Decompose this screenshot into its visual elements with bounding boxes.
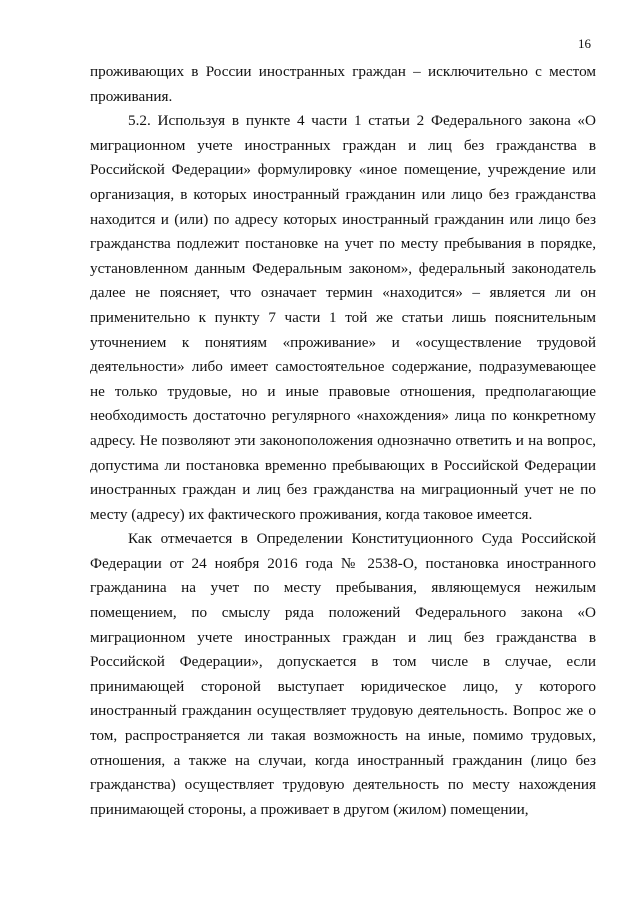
page-number: 16 [578, 36, 591, 51]
paragraph-continuation: проживающих в России иностранных граждан – исключительно с местом проживания. [90, 63, 596, 105]
document-body [90, 60, 596, 822]
paragraph-5-2: 5.2. Используя в пункте 4 части 1 статьи 2 Федерального закона «О миграционном учете иностранных граждан и лиц без гражданства в Российской Федерации» формулировку «иное помещение, учреждение или организация, в которых иностранный гражданин или лицо без гражданства находится и (или) по адресу которых иностранный гражданин или лицо без гражданства подлежит постановке на учет по месту пребывания в порядке, установленном данным Федеральным законом», федеральный законодатель далее не поясняет, что означает термин «находится» – является ли он применительно к пункту 7 части 1 той же статьи лишь пояснительным уточнением к понятиям «проживание» и «осуществление трудовой деятельности» либо имеет самостоятельное содержание, подразумевающее не только трудовые, но и иные правовые отношения, предполагающие необходимость достаточно регулярного «нахождения» лица по конкретному адресу. Не позволяют эти законоположения однозначно ответить и на вопрос, допустима ли постановка временно пребывающих в Российской Федерации иностранных граждан и лиц без гражданства на миграционный учет не по месту (адресу) их фактического проживания, когда таковое имеется. [90, 112, 596, 523]
paragraph-constitutional-court: Как отмечается в Определении Конституционного Суда Российской Федерации от 24 ноября 2016 года № 2538-О, постановка иностранного гражданина на учет по месту пребывания, являющемуся нежилым помещением, по смыслу ряда положений Федерального закона «О миграционном учете иностранных граждан и лиц без гражданства в Российской Федерации», допускается в том числе в случае, если принимающей стороной выступает юридическое лицо, у которого иностранный гражданин осуществляет трудовую деятельность. Вопрос же о том, распространяется ли такая возможность на иные, помимо трудовых, отношения, а также на случаи, когда иностранный гражданин (лицо без гражданства) осуществляет трудовую деятельность по месту нахождения принимающей стороны, а проживает в другом (жилом) помещении, [90, 530, 596, 818]
